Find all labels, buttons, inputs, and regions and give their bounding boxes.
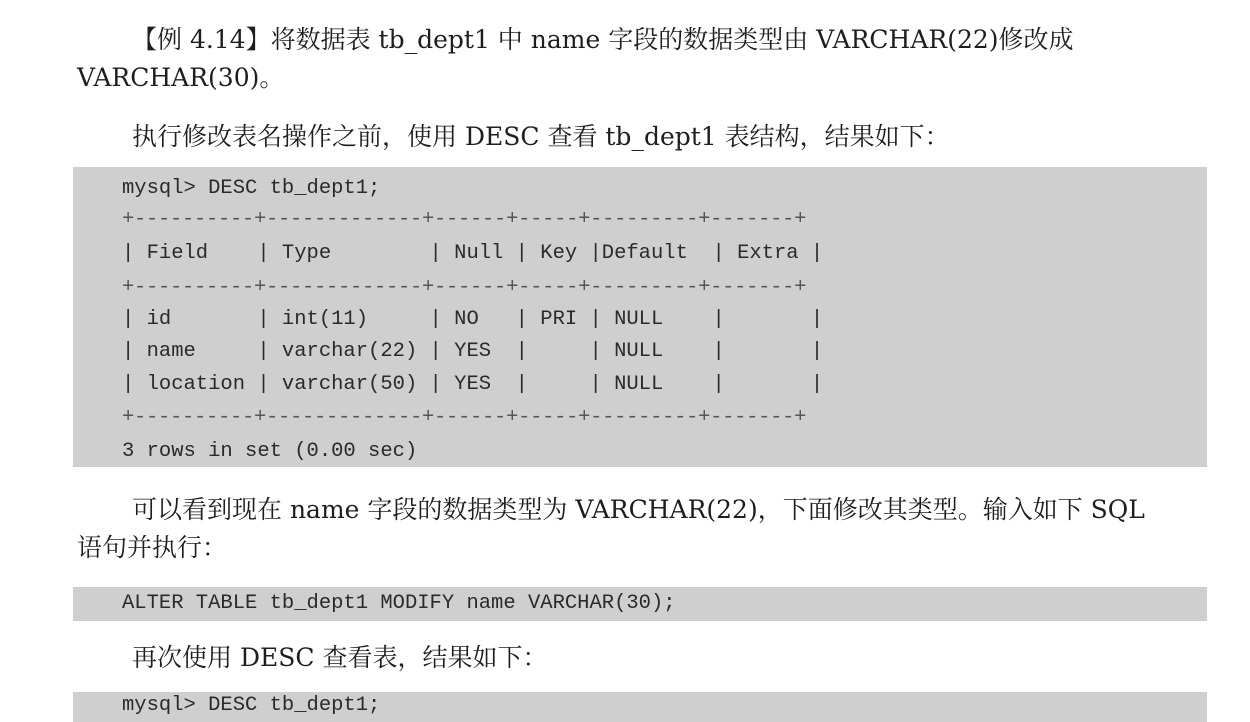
- rows-in-set-footer: 3 rows in set (0.00 sec): [122, 440, 418, 463]
- desc-command-2: mysql> DESC tb_dept1;: [122, 694, 381, 717]
- desc-command: mysql> DESC tb_dept1;: [122, 177, 381, 200]
- example-title-line1: 【例 4.14】将数据表 tb_dept1 中 name 字段的数据类型由 VARCHAR(22)修改成: [132, 25, 1074, 54]
- desc-output-block-2: [73, 692, 1207, 722]
- alter-statement: ALTER TABLE tb_dept1 MODIFY name VARCHAR(30);: [122, 592, 676, 615]
- table-border-bottom: +----------+-------------+------+-----+---------+-------+: [122, 406, 807, 429]
- alter-statement-block: [73, 587, 1207, 621]
- explanation-line2: 语句并执行：: [77, 533, 228, 562]
- example-title-line2: VARCHAR(30)。: [77, 63, 285, 92]
- table-border-top: +----------+-------------+------+-----+---------+-------+: [122, 208, 807, 231]
- desc-output-block-1: [73, 167, 1207, 467]
- explanation-line1: 可以看到现在 name 字段的数据类型为 VARCHAR(22)，下面修改其类型。输入如下 SQL: [132, 495, 1145, 524]
- table-row: | location | varchar(50) | YES | | NULL | |: [122, 373, 824, 396]
- table-border-mid: +----------+-------------+------+-----+---------+-------+: [122, 276, 807, 299]
- again-paragraph: 再次使用 DESC 查看表，结果如下：: [132, 643, 548, 672]
- table-row: | id | int(11) | NO | PRI | NULL | |: [122, 308, 824, 331]
- table-header-row: | Field | Type | Null | Key |Default | Extra |: [122, 242, 824, 265]
- table-row: | name | varchar(22) | YES | | NULL | |: [122, 340, 824, 363]
- intro-paragraph: 执行修改表名操作之前，使用 DESC 查看 tb_dept1 表结构，结果如下：: [132, 122, 950, 151]
